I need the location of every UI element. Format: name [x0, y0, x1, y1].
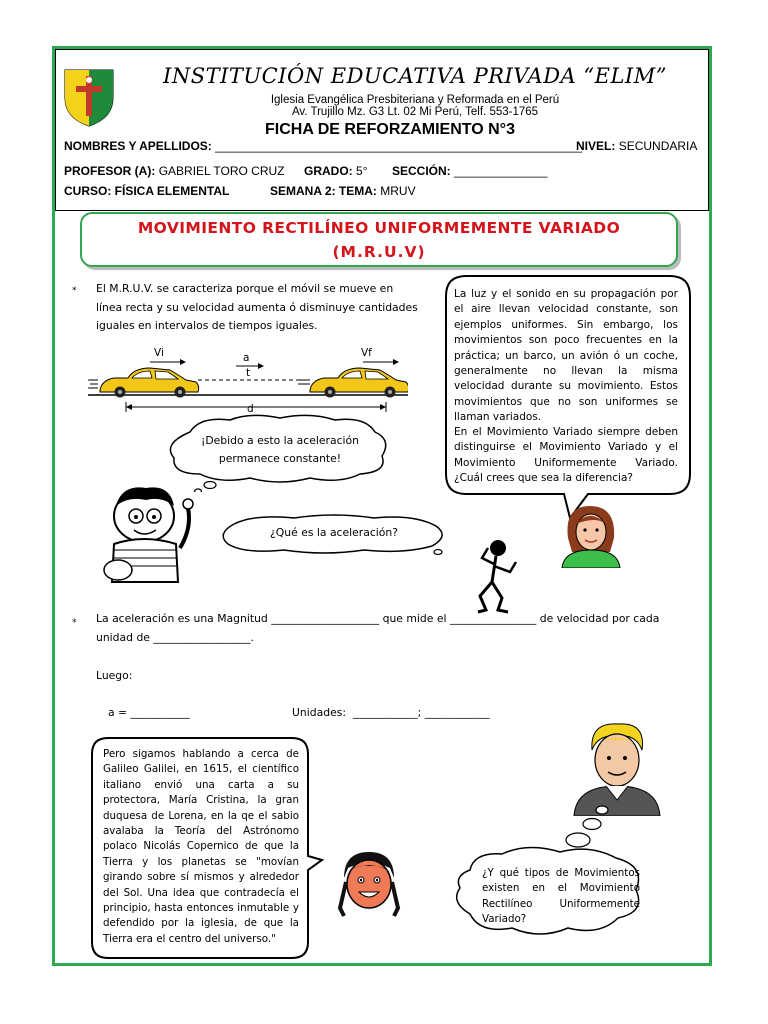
church-name: Iglesia Evangélica Presbiteriana y Reformada en el Perú: [270, 94, 560, 106]
teacher-value: GABRIEL TORO CRUZ: [158, 164, 285, 178]
definition-part-3: de velocidad por cada: [539, 612, 660, 625]
title-line-2: (M.R.U.V): [332, 243, 426, 261]
t-label: t: [246, 367, 251, 379]
definition-line-1: [96, 610, 659, 629]
bubble-galileo-text: Pero sigamos hablando a cerca de Galileo Galilei, en 1615, el científico italiano envió una carta a su protectora, María Cristina, la gran duquesa de Lorena, en la qe el sabio avalaba la Teoría del Astrónomo polaco Nicolás Copernico de que la Tierra y los planetas se "movían girando sobre sí mismos y alrededor del Sol. Una idea que contradecía el principio, hasta entonces inmutable y defendido por la iglesia, de que la Tierra era el centro del universo.": [103, 748, 299, 945]
d-label: d: [247, 403, 254, 415]
units-row: [292, 704, 490, 723]
vi-label: Vi: [154, 347, 164, 359]
grade-value: 5°: [356, 164, 368, 178]
title-line-1: MOVIMIENTO RECTILÍNEO UNIFORMEMENTE VARIADO: [137, 219, 621, 237]
a-label: a: [243, 352, 250, 364]
level-value: SECUNDARIA: [618, 139, 698, 153]
definition-line-2: [96, 629, 254, 648]
section-blank[interactable]: ______________: [454, 164, 548, 178]
school-name: INSTITUCIÓN EDUCATIVA PRIVADA “ELIM”: [163, 64, 667, 88]
section-label: SECCIÓN:: [392, 164, 451, 178]
acceleration-formula: [108, 704, 190, 723]
bubble-light-sound-text-2: En el Movimiento Variado siempre deben distinguirse el Movimiento Variado y el Movimiento Uniformemente Variado. ¿Cuál crees que sea la diferencia?: [454, 426, 678, 485]
bubble-question-text: ¿Qué es la aceleración?: [270, 526, 398, 539]
car-left: [100, 368, 199, 398]
names-label: NOMBRES Y APELLIDOS:: [64, 139, 212, 153]
stick-figure-thinking-icon: [466, 538, 526, 618]
luego-label: Luego:: [96, 669, 133, 682]
bubble-light-sound-text: La luz y el sonido en su propagación por el aire llevan velocidad constante, son ejemplos uniformes. Sin embargo, los movimientos son poco frecuentes en la práctica; un barco, un avión ó un coche, generalmente no llevan la misma velocidad durante su movimiento. Estos movimientos que no son uniformes se llaman variados.: [454, 288, 678, 424]
intro-text: El M.R.U.V. se caracteriza porque el móvil se mueve en línea recta y su velocidad aumenta ó disminuye cantidades iguales en intervalos de tiempos iguales.: [96, 282, 418, 332]
week-label: SEMANA 2: TEMA:: [270, 184, 377, 198]
boy-cartoon-icon: [96, 478, 206, 588]
school-address: Av. Trujillo Mz. G3 Lt. 02 Mi Perú, Telf. 553-1765: [291, 106, 539, 118]
school-shield-logo: [63, 68, 115, 128]
definition-part-4: unidad de: [96, 631, 150, 644]
week-value: MRUV: [380, 184, 416, 198]
bubble-constant-text: ¡Debido a esto la aceleración permanece constante!: [201, 434, 359, 465]
definition-blank-2[interactable]: ________________: [449, 612, 537, 625]
course-label: CURSO: FÍSICA ELEMENTAL: [64, 184, 230, 198]
units-blank-2[interactable]: ____________: [424, 706, 490, 719]
sheet-title: FICHA DE REFORZAMIENTO N°3: [265, 121, 515, 138]
formula-blank[interactable]: ___________: [130, 706, 190, 719]
bullet-1: *: [72, 286, 77, 296]
units-label: Unidades:: [292, 706, 346, 719]
girl-braids-icon: [334, 848, 404, 922]
car-right: [310, 368, 408, 398]
definition-part-2: que mide el: [382, 612, 447, 625]
bullet-2: *: [72, 618, 77, 628]
vf-label: Vf: [361, 347, 372, 359]
grade-label: GRADO:: [304, 164, 353, 178]
definition-blank-1[interactable]: ____________________: [271, 612, 380, 625]
girl-portrait-icon: [556, 502, 626, 568]
definition-part-1: La aceleración es una Magnitud: [96, 612, 268, 625]
names-blank[interactable]: _______________________________________________________: [215, 139, 583, 153]
level-label: NIVEL:: [576, 139, 616, 153]
bubble-types-text: ¿Y qué tipos de Movimientos existen en el Movimiento Rectilíneo Uniformemente Variado?: [482, 867, 640, 926]
units-blank-1[interactable]: ____________;: [352, 706, 422, 719]
definition-blank-3[interactable]: __________________.: [153, 631, 254, 644]
a-equals: a =: [108, 706, 128, 719]
teacher-label: PROFESOR (A):: [64, 164, 156, 178]
